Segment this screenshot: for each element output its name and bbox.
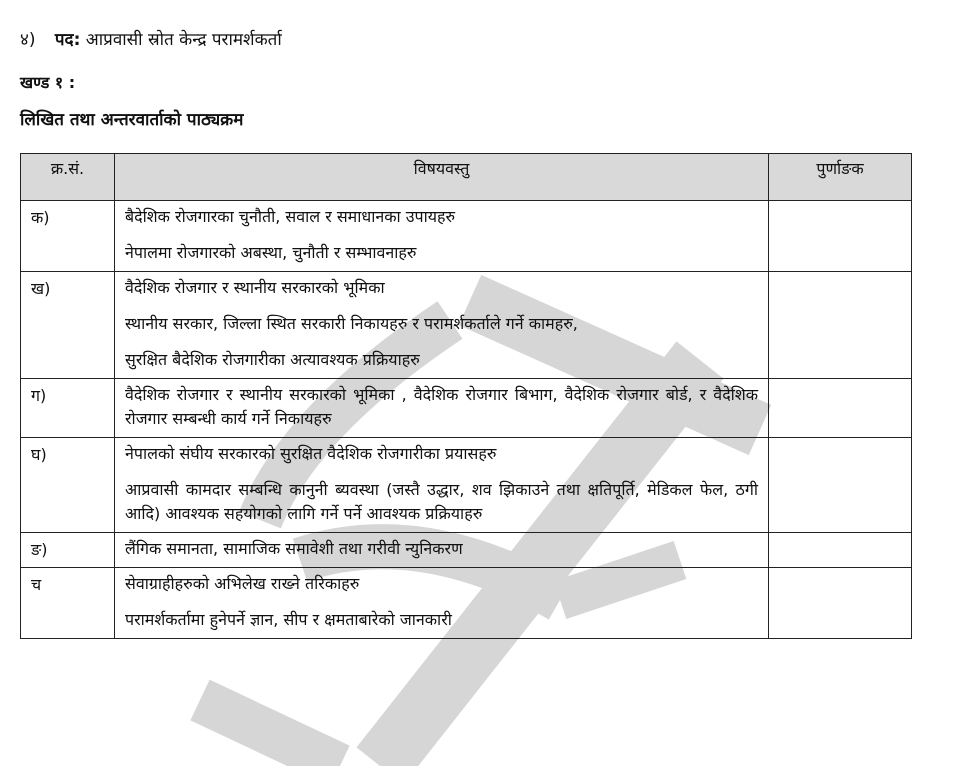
row-full-marks [769, 438, 912, 533]
row-full-marks [769, 272, 912, 379]
post-number: ४) [20, 30, 36, 50]
row-subject [115, 201, 769, 272]
table-row [21, 438, 912, 533]
subject-line: बैदेशिक रोजगारका चुनौती, सवाल र समाधानका उपायहरु [125, 207, 456, 226]
table-header-row [21, 154, 912, 201]
row-subject [115, 568, 769, 639]
subject-line: सुरक्षित बैदेशिक रोजगारीका अत्यावश्यक प्रक्रियाहरु [125, 350, 420, 369]
post-heading [20, 27, 282, 50]
table-row [21, 568, 912, 639]
subject-line: सेवाग्राहीहरुको अभिलेख राख्ने तरिकाहरु [125, 574, 360, 593]
syllabus-title: लिखित तथा अन्तरवार्ताको पाठ्यक्रम [20, 110, 244, 130]
row-full-marks [769, 568, 912, 639]
subject-line: नेपालको संघीय सरकारको सुरक्षित वैदेशिक रोजगारीका प्रयासहरु [125, 444, 497, 463]
syllabus-table [20, 153, 912, 639]
subject-line: वैदेशिक रोजगार र स्थानीय सरकारको भूमिका [125, 278, 385, 297]
row-serial: क) [21, 201, 115, 272]
post-value: आप्रवासी स्रोत केन्द्र परामर्शकर्ता [85, 30, 282, 50]
row-full-marks [769, 201, 912, 272]
table-row [21, 379, 912, 438]
subject-line: परामर्शकर्तामा हुनेपर्ने ज्ञान, सीप र क्षमताबारेको जानकारी [125, 610, 452, 629]
row-subject [115, 533, 769, 568]
row-serial: ङ) [21, 533, 115, 568]
row-subject [115, 379, 769, 438]
column-header-subject: विषयवस्तु [115, 154, 769, 201]
row-serial: घ) [21, 438, 115, 533]
post-label: पद: [54, 30, 81, 50]
table-row [21, 201, 912, 272]
section-heading: खण्ड १ : [20, 73, 76, 92]
column-header-serial: क्र.सं. [21, 154, 115, 201]
table-row [21, 272, 912, 379]
subject-line: स्थानीय सरकार, जिल्ला स्थित सरकारी निकायहरु र परामर्शकर्ताले गर्ने कामहरु, [125, 314, 578, 333]
row-subject [115, 272, 769, 379]
subject-line: आप्रवासी कामदार सम्बन्धि कानुनी ब्यवस्था (जस्तै उद्धार, शव झिकाउने तथा क्षतिपूर्ति, मेडिकल फेल, ठगी आदि) आवश्यक सहयोगको लागि गर्ने पर्ने आवश्यक प्रक्रियाहरु [125, 480, 758, 523]
row-serial: च [21, 568, 115, 639]
subject-line: वैदेशिक रोजगार र स्थानीय सरकारको भूमिका , वैदेशिक रोजगार बिभाग, वैदेशिक रोजगार बोर्ड, र वैदेशिक रोजगार सम्बन्धी कार्य गर्ने निकायहरु [125, 385, 758, 428]
row-serial: ख) [21, 272, 115, 379]
subject-line: लैंगिक समानता, सामाजिक समावेशी तथा गरीवी न्युनिकरण [125, 539, 463, 558]
subject-line: नेपालमा रोजगारको अबस्था, चुनौती र सम्भावनाहरु [125, 243, 417, 262]
row-serial: ग) [21, 379, 115, 438]
table-row [21, 533, 912, 568]
row-full-marks [769, 379, 912, 438]
column-header-full-marks: पुर्णाङक [769, 154, 912, 201]
row-subject [115, 438, 769, 533]
row-full-marks [769, 533, 912, 568]
